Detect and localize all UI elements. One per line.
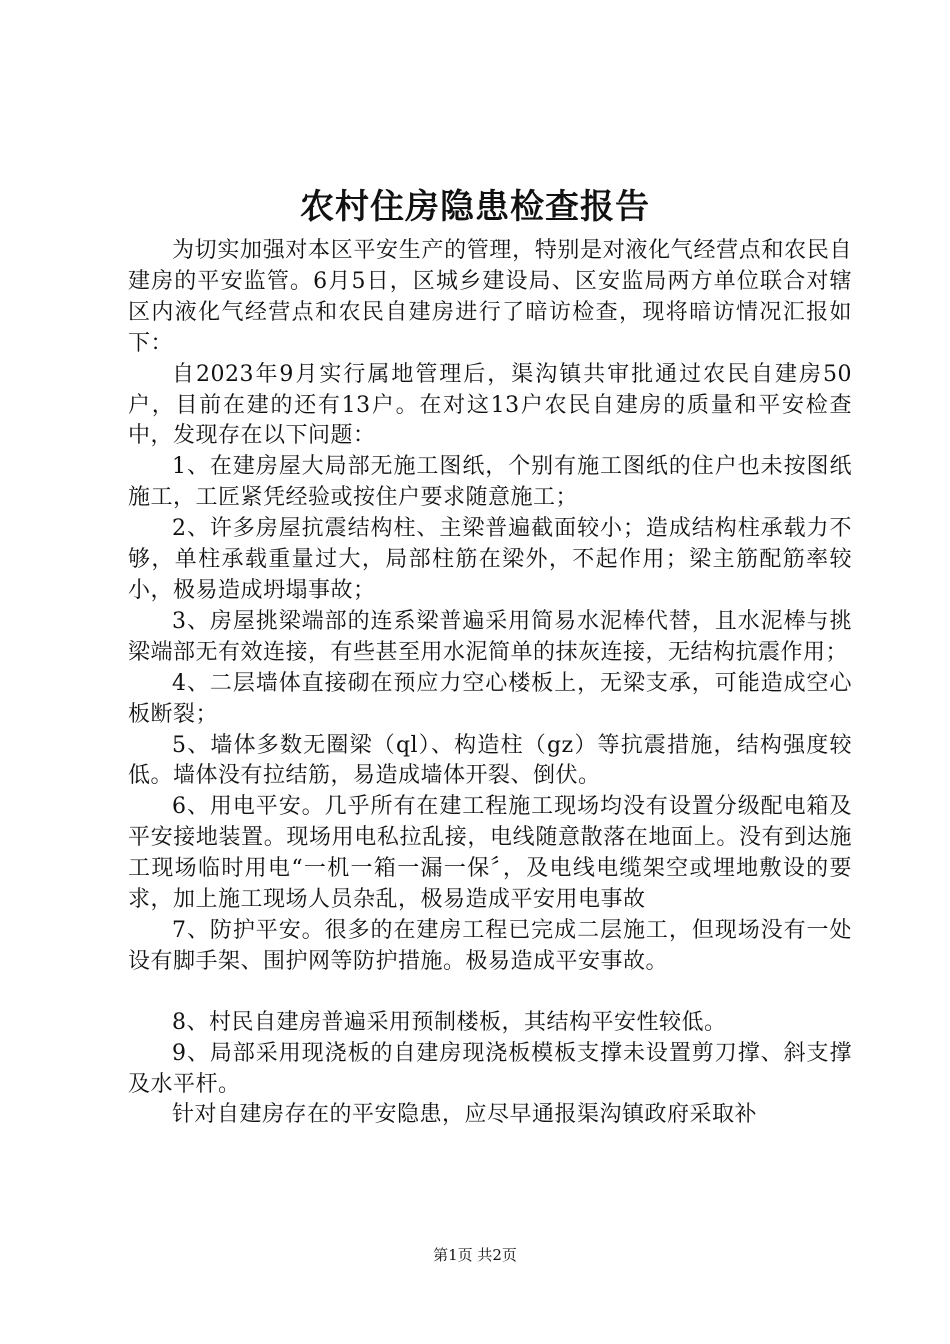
paragraph-intro: 为切实加强对本区平安生产的管理，特别是对液化气经营点和农民自建房的平安监管。6月5日，区城乡建设局、区安监局两方单位联合对辖区内液化气经营点和农民自建房进行了暗访检查，现将暗访情况汇报如下： (128, 238, 852, 356)
paragraph-issue-6: 6、用电平安。几乎所有在建工程施工现场均没有设置分级配电箱及平安接地装置。现场用电私拉乱接，电线随意散落在地面上。没有到达施工现场临时用电“一机一箱一漏一保〞，及电线电缆架空或埋地敷设的要求，加上施工现场人员杂乱，极易造成平安用电事故 (128, 794, 852, 913)
paragraph-conclusion: 针对自建房存在的平安隐患，应尽早通报渠沟镇政府采取补 (172, 1102, 758, 1128)
document-body (128, 236, 852, 1131)
paragraph-issue-9: 9、局部采用现浇板的自建房现浇板模板支撑未设置剪刀撑、斜支撑及水平杆。 (128, 1040, 852, 1097)
paragraph-issue-3: 3、房屋挑梁端部的连系梁普遍采用简易水泥棒代替，且水泥棒与挑梁端部无有效连接，有些甚至用水泥简单的抹灰连接，无结构抗震作用； (128, 608, 852, 665)
paragraph-issue-7: 7、防护平安。很多的在建房工程已完成二层施工，但现场没有一处设有脚手架、围护网等防护措施。极易造成平安事故。 (128, 917, 852, 974)
paragraph-background: 自2023年9月实行属地管理后，渠沟镇共审批通过农民自建房50户，目前在建的还有13户。在对这13户农民自建房的质量和平安检查中，发现存在以下问题： (128, 361, 852, 449)
paragraph-issue-1: 1、在建房屋大局部无施工图纸，个别有施工图纸的住户也未按图纸施工，工匠紧凭经验或按住户要求随意施工； (128, 454, 852, 511)
paragraph-issue-4: 4、二层墙体直接砌在预应力空心楼板上，无梁支承，可能造成空心板断裂； (128, 670, 852, 727)
paragraph-issue-2: 2、许多房屋抗震结构柱、主梁普遍截面较小；造成结构柱承载力不够，单柱承载重量过大，局部柱筋在梁外，不起作用；梁主筋配筋率较小，极易造成坍塌事故； (128, 516, 852, 603)
document-title: 农村住房隐患检查报告 (300, 187, 650, 227)
paragraph-issue-8: 8、村民自建房普遍采用预制楼板，其结构平安性较低。 (172, 1009, 727, 1035)
page-footer: 第1页 共2页 (433, 1246, 517, 1264)
paragraph-issue-5: 5、墙体多数无圈梁（ql）、构造柱（gz）等抗震措施，结构强度较低。墙体没有拉结筋，易造成墙体开裂、倒伏。 (128, 732, 852, 789)
